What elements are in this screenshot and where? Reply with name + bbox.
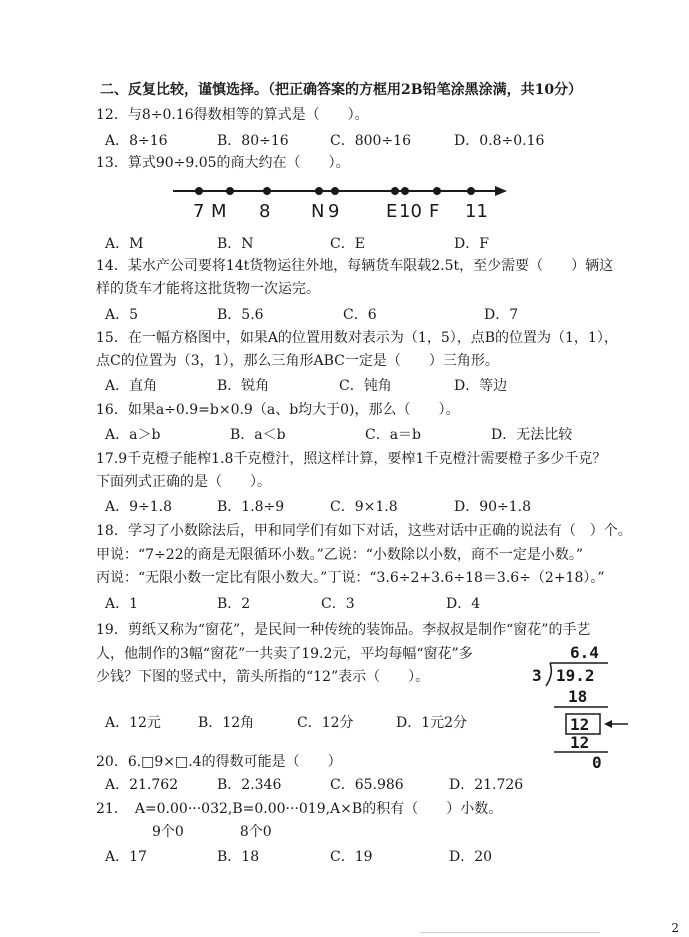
division-divisor: 3 — [532, 666, 542, 685]
nl-label-7: 7 — [193, 201, 205, 222]
q13-option-c[interactable]: C．E — [330, 236, 365, 252]
q18-option-b[interactable]: B．2 — [217, 596, 251, 612]
point-e — [391, 187, 399, 195]
q16-option-c[interactable]: C．a＝b — [365, 427, 422, 443]
q14-option-b[interactable]: B．5.6 — [217, 307, 264, 323]
q12-option-b[interactable]: B．80÷16 — [217, 133, 289, 149]
number-line-axis — [173, 181, 509, 201]
q14-option-a[interactable]: A．5 — [105, 307, 139, 323]
q15-option-a[interactable]: A．直角 — [105, 378, 158, 394]
point-m — [226, 187, 234, 195]
point-9 — [331, 187, 339, 195]
nl-label-11: 11 — [465, 201, 488, 222]
q18-option-a[interactable]: A．1 — [105, 596, 139, 612]
question-15-line2: 点C的位置为（3，1），那么三角形ABC一定是（ ）三角形。 — [96, 353, 499, 369]
nl-label-n: N — [311, 201, 325, 222]
q15-option-d[interactable]: D．等边 — [454, 378, 508, 394]
q21-option-c[interactable]: C．19 — [330, 849, 373, 865]
nl-label-10: 10 — [399, 201, 422, 222]
point-n — [315, 187, 323, 195]
question-18-line2: 甲说：“7÷22的商是无限循环小数。”乙说：“小数除以小数，商不一定是小数。” — [96, 547, 584, 563]
nl-label-8: 8 — [259, 201, 271, 222]
q19-option-b[interactable]: B．12角 — [198, 715, 255, 731]
point-8 — [263, 187, 271, 195]
q20-option-c[interactable]: C．65.986 — [330, 777, 404, 793]
q15-option-c[interactable]: C．钝角 — [339, 378, 392, 394]
q12-option-d[interactable]: D．0.8÷0.16 — [454, 133, 545, 149]
q13-option-d[interactable]: D．F — [454, 236, 489, 252]
question-19-line1: 19．剪纸又称为“窗花”，是民间一种传统的装饰品。李叔叔是制作“窗花”的手艺 — [96, 622, 591, 638]
question-14-line2: 样的货车才能将这批货物一次运完。 — [96, 281, 320, 297]
division-step2: 12 — [570, 715, 590, 734]
division-quotient: 6.4 — [570, 643, 599, 662]
q15-option-b[interactable]: B．锐角 — [217, 378, 270, 394]
division-step3: 12 — [570, 733, 590, 752]
point-f — [433, 187, 441, 195]
q20-option-a[interactable]: A．21.762 — [105, 777, 179, 793]
question-18-line3: 丙说：“无限小数一定比有限小数大。”丁说：“3.6÷2+3.6÷18＝3.6÷（2+18）。” — [96, 570, 605, 586]
q16-option-d[interactable]: D．无法比较 — [491, 427, 573, 443]
q13-option-b[interactable]: B．N — [217, 236, 254, 252]
q21-option-a[interactable]: A．17 — [105, 849, 147, 865]
nl-label-e: E — [386, 201, 398, 222]
division-dividend: 19.2 — [556, 666, 595, 685]
point-10 — [401, 187, 409, 195]
q12-option-c[interactable]: C．800÷16 — [330, 133, 411, 149]
q19-option-d[interactable]: D．1元2分 — [396, 715, 468, 731]
question-20: 20．6.□9×□.4的得数可能是（ ） — [96, 754, 342, 770]
q17-option-c[interactable]: C．9×1.8 — [330, 499, 398, 515]
q14-option-c[interactable]: C．6 — [343, 307, 377, 323]
nl-label-m: M — [211, 201, 227, 222]
highlight-box — [566, 714, 600, 734]
point-11 — [467, 187, 475, 195]
long-division — [528, 640, 646, 790]
question-21: 21． A=0.00···032,B=0.00···019,A×B的积有（ ）小数。 — [96, 801, 503, 817]
nl-label-9: 9 — [328, 201, 340, 222]
q20-option-d[interactable]: D．21.726 — [449, 777, 524, 793]
question-14-line1: 14．某水产公司要将14t货物运往外地，每辆货车限载2.5t，至少需要（ ）辆这 — [96, 258, 614, 274]
question-16: 16．如果a÷0.9=b×0.9（a、b均大于0)，那么（ ）。 — [96, 402, 460, 418]
division-step1: 18 — [568, 687, 588, 706]
q13-option-a[interactable]: A．M — [105, 236, 144, 252]
q14-option-d[interactable]: D．7 — [484, 307, 519, 323]
q19-option-c[interactable]: C．12分 — [297, 715, 354, 731]
q21-option-d[interactable]: D．20 — [449, 849, 493, 865]
question-18-line1: 18．学习了小数除法后，甲和同学们有如下对话，这些对话中正确的说法有（ ）个。 — [96, 523, 632, 539]
q16-option-b[interactable]: B．a＜b — [230, 427, 286, 443]
q12-option-a[interactable]: A．8÷16 — [105, 133, 168, 149]
nl-label-f: F — [429, 201, 440, 222]
q17-option-b[interactable]: B．1.8÷9 — [217, 499, 285, 515]
q16-option-a[interactable]: A．a＞b — [105, 427, 161, 443]
q18-option-d[interactable]: D．4 — [446, 596, 481, 612]
question-19-line3: 少钱？下图的竖式中，箭头所指的“12”表示（ ）。 — [96, 669, 430, 685]
q21-option-b[interactable]: B．18 — [217, 849, 260, 865]
q19-option-a[interactable]: A．12元 — [105, 715, 161, 731]
question-19-line2: 人，他制作的3幅“窗花”一共卖了19.2元，平均每幅“窗花”多 — [96, 646, 473, 662]
question-12: 12．与8÷0.16得数相等的算式是（ ）。 — [96, 107, 369, 123]
section-title: 二、反复比较，谨慎选择。（把正确答案的方框用2B铅笔涂黑涂满，共10分） — [100, 82, 583, 98]
q17-option-a[interactable]: A．9÷1.8 — [105, 499, 173, 515]
q20-option-b[interactable]: B．2.346 — [217, 777, 282, 793]
question-21-note: 9个0 8个0 — [96, 824, 272, 840]
page-number: 2 — [671, 921, 679, 935]
point-7 — [195, 187, 203, 195]
footer-rule — [420, 932, 600, 933]
q18-option-c[interactable]: C．3 — [321, 596, 355, 612]
question-15-line1: 15．在一幅方格图中，如果A的位置用数对表示为（1，5），点B的位置为（1，1）， — [96, 330, 618, 346]
division-remainder: 0 — [592, 753, 602, 772]
q17-option-d[interactable]: D．90÷1.8 — [454, 499, 532, 515]
question-13: 13．算式90÷9.05的商大约在（ ）。 — [96, 155, 350, 171]
question-17-line1: 17.9千克橙子能榨1.8千克橙汁，照这样计算，要榨1千克橙汁需要橙子多少千克？ — [96, 451, 607, 467]
question-17-line2: 下面列式正确的是（ ）。 — [96, 474, 271, 490]
division-lines — [528, 640, 646, 790]
